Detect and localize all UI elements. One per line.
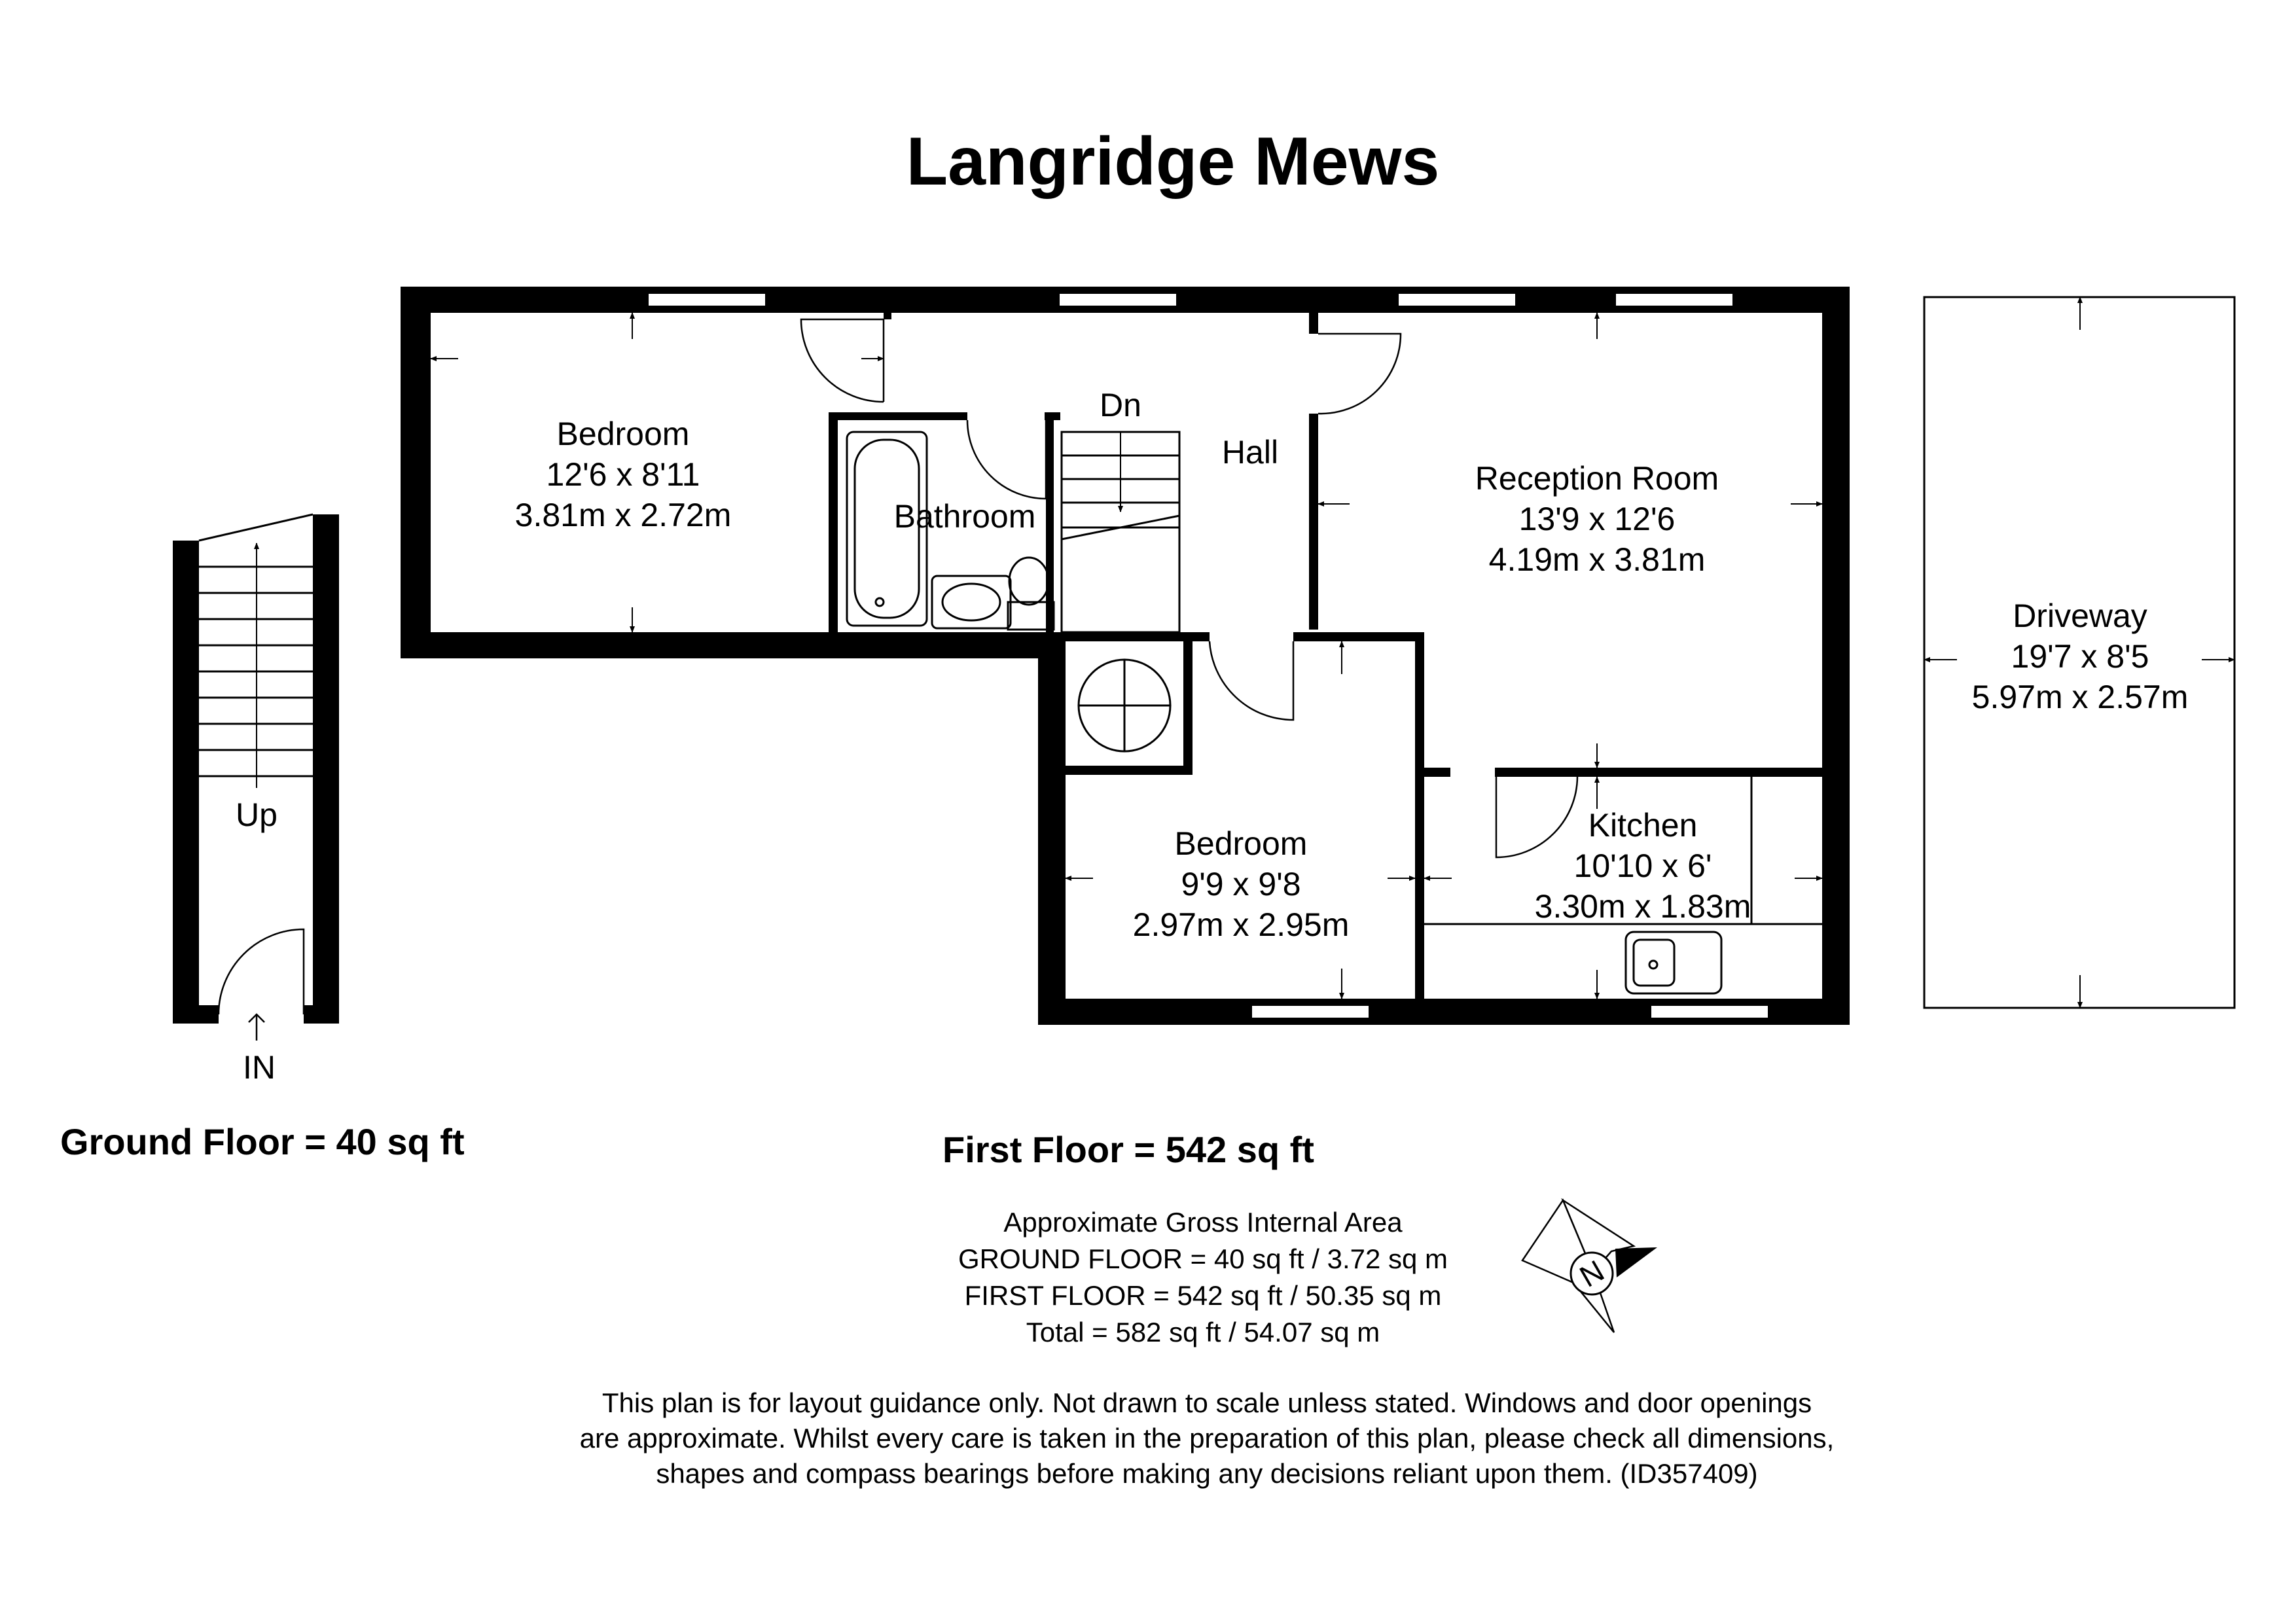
room-metric: 4.19m x 3.81m: [1488, 541, 1706, 578]
door-swings: [801, 319, 1577, 857]
room-imperial: 12'6 x 8'11: [546, 456, 700, 493]
stairs-up-label: Up: [236, 796, 278, 833]
disclaimer: [580, 1387, 1835, 1489]
stairs-down: [1062, 387, 1179, 632]
room-reception: [1475, 460, 1719, 578]
entrance-label: IN: [243, 1049, 276, 1086]
room-name: Kitchen: [1588, 807, 1698, 844]
ground-floor-stairwell: [173, 514, 339, 1086]
room-imperial: 10'10 x 6': [1573, 847, 1712, 884]
room-name: Driveway: [2013, 597, 2147, 634]
room-name: Bedroom: [1174, 825, 1308, 862]
area-summary: [958, 1207, 1448, 1347]
room-bathroom: Bathroom: [893, 498, 1036, 535]
room-metric: 2.97m x 2.95m: [1132, 906, 1350, 943]
disclaimer-line: are approximate. Whilst every care is taken in the preparation of this plan, please check all dimensions,: [579, 1423, 1835, 1454]
room-imperial: 19'7 x 8'5: [2011, 638, 2149, 675]
compass-label: N: [1573, 1253, 1610, 1294]
room-metric: 5.97m x 2.57m: [1971, 679, 2189, 715]
summary-heading: Approximate Gross Internal Area: [1003, 1207, 1403, 1238]
room-hall: Hall: [1221, 434, 1279, 471]
first-floor-area: First Floor = 542 sq ft: [942, 1129, 1314, 1170]
ground-floor-area: Ground Floor = 40 sq ft: [60, 1121, 465, 1162]
cylinder-cupboard: [1079, 660, 1170, 751]
stairs-down-label: Dn: [1100, 387, 1141, 423]
room-bedroom-1: [515, 416, 732, 533]
north-compass-icon: [1522, 1200, 1657, 1332]
disclaimer-line: shapes and compass bearings before making any decisions reliant upon them. (ID357409): [656, 1458, 1758, 1489]
driveway: [1924, 297, 2234, 1008]
room-metric: 3.81m x 2.72m: [514, 497, 732, 533]
plan-title: Langridge Mews: [906, 124, 1440, 200]
room-imperial: 13'9 x 12'6: [1518, 501, 1676, 537]
room-name: Reception Room: [1475, 460, 1719, 497]
room-imperial: 9'9 x 9'8: [1181, 866, 1301, 902]
room-metric: 3.30m x 1.83m: [1534, 888, 1751, 925]
summary-first: FIRST FLOOR = 542 sq ft / 50.35 sq m: [964, 1280, 1442, 1311]
summary-ground: GROUND FLOOR = 40 sq ft / 3.72 sq m: [958, 1243, 1448, 1274]
room-kitchen: [1535, 807, 1751, 925]
room-bedroom-2: [1133, 825, 1350, 943]
summary-total: Total = 582 sq ft / 54.07 sq m: [1026, 1317, 1380, 1347]
disclaimer-line: This plan is for layout guidance only. Not drawn to scale unless stated. Windows and door openings: [601, 1387, 1812, 1418]
room-name: Bedroom: [556, 416, 690, 452]
